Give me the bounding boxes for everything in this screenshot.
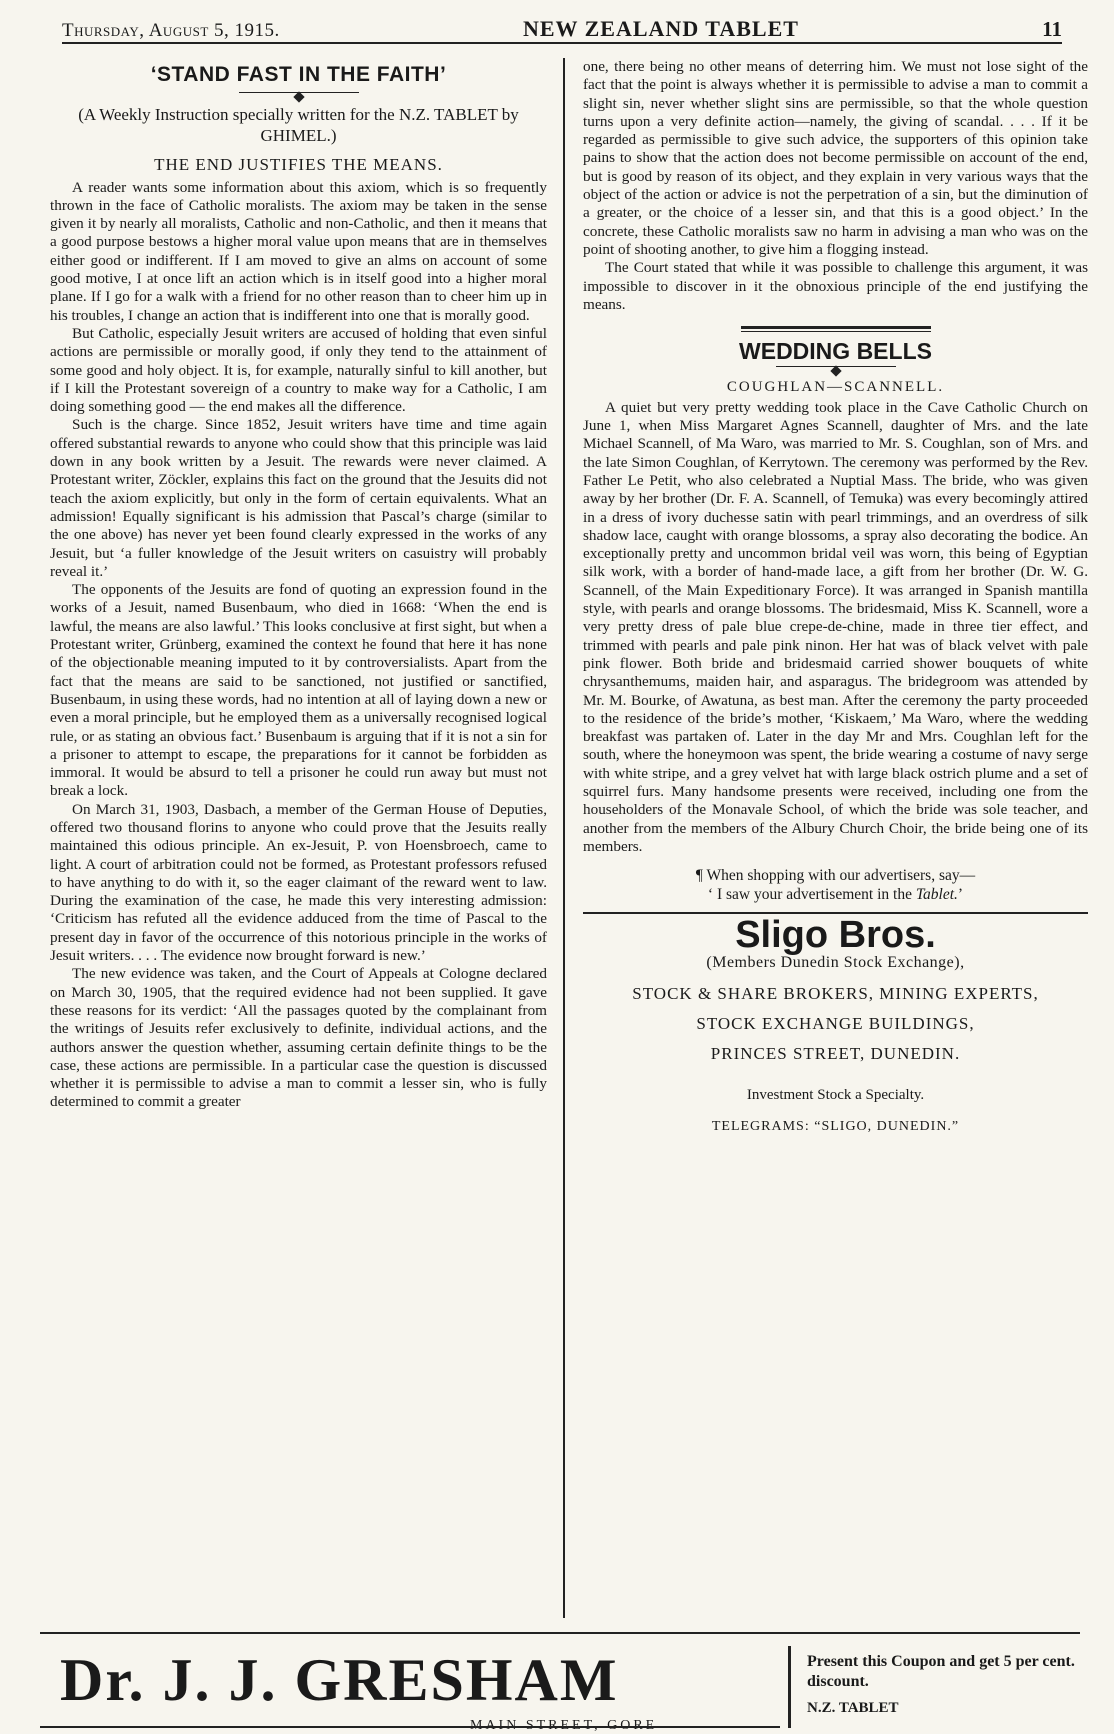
diamond-divider [50,88,547,98]
article-paragraph: The opponents of the Jesuits are fond of quoting an expression found in the works of a Jesuit, named Busenbaum, who died in 1668: ‘When the end is lawful, the means are also lawful.’ This looks conclusive at first sight, but when a Protestant writer, Grünberg, examined the context he found that here it has none of the objectionable meaning imputed to it by controversialists. Apart from the fact that the means are said to be sanctioned, not justified or sanctified, Busenbaum, in using these words, had no intention at all of laying down a new or even a moral principle, but he employed them as a universally recognised logical rule, or as stating an obvious fact.’ Busenbaum is arguing that if it is not a sin for a prisoner to attempt to escape, the preparations for it cannot be forbidden as immoral. It would be absurd to tell a prisoner he could run away but must not break a lock. [50,581,547,800]
article-continuation: one, there being no other means of deterring him. We must not lose sight of the fact that the point is always whether it is permissible to advise a man to commit a slight sin, never whether slight sins are permissible, so that the whole question turns upon a very definite action—namely, the giving of scandal. . . . If it be regarded as permissible to give such advice, the supporters of this opinion take pains to show that the action does not become permissible on account of the end, but is good by reason of its object, and they explain in very various ways that the object of the action or advice is not the perpetration of a sin, but the diminution of a greater, or the choice of a lesser sin, and that this is a good object.’ In the concrete, these Catholic moralists saw no harm in advising a man who was on the point of shooting another, to give him a flogging instead. [583,58,1088,258]
article-paragraph: Such is the charge. Since 1852, Jesuit writers have time and time again offered substantial rewards to anyone who could show that this principle was laid down in any book written by a Jesuit. The rewards were never claimed. A Protestant writer, Zöckler, explains this fact on the ground that the Jesuits did not teach the axiom explicitly, but only in the form of certain equivalents. What an admission! Equally significant is his admission that Pascal’s charge (similar to the one above) has never yet been found clearly expressed in the works of any Jesuit, but ‘a fuller knowledge of the Jesuit writers on casuistry will probably reveal it.’ [50,416,547,580]
sligo-advertisement [583,912,1088,1136]
section-heading: THE END JUSTIFIES THE MEANS. [154,155,443,175]
article-continuation: The Court stated that while it was possible to challenge this argument, it was impossible to discover in it the obnoxious principle of the end justifying the means. [583,259,1088,313]
left-column [50,58,547,1608]
page-header [62,14,1062,44]
wedding-subheading: COUGHLAN—SCANNELL. [726,379,945,396]
section-rule [741,331,931,332]
sligo-firm-name: Sligo Bros. [735,914,936,957]
sligo-specialty: Investment Stock a Specialty. [746,1086,925,1103]
coupon-text: Present this Coupon and get 5 per cent. discount. [807,1653,1075,1690]
sligo-line2: STOCK EXCHANGE BUILDINGS, [696,1014,975,1034]
column-divider [563,58,565,1618]
diamond-divider [583,362,1088,372]
article-paragraph: But Catholic, especially Jesuit writers are accused of holding that even sinful actions are permissible or morally good, if only they tend to the attainment of some good and holy object. It is, for example, naturally sinful to kill another, but if I kill the Protestant sovereign of a country to make way for a Catholic, I am doing something good — the end makes all the difference. [50,324,547,416]
shopping-note-line1: ¶ When shopping with our advertisers, say— [695,867,976,885]
bottom-rule [40,1726,780,1728]
coupon-footer: N.Z. TABLET [807,1700,899,1716]
issue-date: Thursday, August 5, 1915. [62,20,280,41]
article-paragraph: A reader wants some information about this axiom, which is so frequently thrown in the face of Catholic moralists. The axiom may be taken in the sense given it by nearly all moralists, Catholic and non-Catholic, and then it means that a good purpose bestows a higher moral value upon means that are in themselves either good or indifferent. If I am moved to give an alms on account of some good motive, I at once lift an action which is in itself good into a higher moral plane. If I go for a walk with a friend for no other reason than to cheer him up in his troubles, I change an action that is indifferent into one that is morally good. [50,178,547,324]
gresham-name: Dr. J. J. GRESHAM [60,1647,619,1713]
gresham-street: MAIN STREET, GORE [470,1718,658,1733]
gresham-advertisement [40,1632,1080,1731]
masthead: NEW ZEALAND TABLET [522,16,799,41]
article-paragraph: On March 31, 1903, Dasbach, a member of the German House of Deputies, offered two thousand florins to anyone who could prove that the Jesuits really maintained this odious principle. An ex-Jesuit, P. von Hoensbroech, came to light. A court of arbitration could not be formed, as Protestant professors refused to have anything to do with it, so the eager claimant of the reward went to law. During the examination of the case, he made this very interesting admission: ‘Criticism has refuted all the evidence adduced from the time of Pascal to the present day in favor of the occurrence of this notorious principle in the works of Jesuit writers. . . . The evidence now brought forward is new.’ [50,800,547,965]
sligo-members: (Members Dunedin Stock Exchange), [706,954,965,972]
page-number: 11 [1042,17,1062,41]
discount-coupon [788,1646,1097,1728]
wedding-body: A quiet but very pretty wedding took place in the Cave Catholic Church on June 1, when Miss Margaret Agnes Scannell, daughter of Mrs. and the late Michael Scannell, of Ma Waro, was married to Mr. S. Coughlan, son of Mrs. and the late Simon Coughlan, of Kerrytown. The ceremony was performed by the Rev. Father Le Petit, who also celebrated a Nuptial Mass. The bride, who was given away by her brother (Dr. F. A. Scannell, of Temuka) was every becomingly attired in a dress of ivory duchesse satin with pearl trimmings, and an overdress of silk shadow lace, caught with orange blossoms, a spray also decorating the bodice. An exceptionally pretty and uncommon bridal veil was worn, this being of Egyptian silk work, with a border of hand-made lace, a gift from her brother (Dr. W. G. Scannell, of the Main Expeditionary Force). It was arranged in Spanish mantilla style, with pearls and orange blossoms. The bridesmaid, Miss K. Scannell, wore a very pretty dress of pale blue crepe-de-chine, made in three tier effect, and trimmed with pearls and pale pink ninon. Her hat was of black velvet with pale pink flower. Both bride and bridesmaid carried shower bouquets of white chrysanthemums, maiden hair, and asparagus. The bridegroom was attended by Mr. M. Bourke, of Awatuna, as best man. After the ceremony the party proceeded to the residence of the bride’s mother, ‘Kiskaem,’ Ma Waro, where the wedding breakfast was partaken of. Later in the day Mr and Mrs. Coughlan left for the south, where the honeymoon was spent, the bride wearing a costume of navy serge with white stripe, and a grey velvet hat with large black ostrich plume and a set of squirrel furs. Many handsome presents were received, including one from the householders of the Monavale School, of which the bride was sole teacher, and another from the members of the Albury Church Choir, the bride being one of its members. [583,398,1088,855]
sligo-line1: STOCK & SHARE BROKERS, MINING EXPERTS, [632,983,1039,1003]
sligo-line3: PRINCES STREET, DUNEDIN. [710,1044,961,1064]
article-title: ‘STAND FAST IN THE FAITH’ [150,63,447,86]
article-paragraph: The new evidence was taken, and the Court of Appeals at Cologne declared on March 30, 1905, that the required evidence had not been supplied. It gave these reasons for its verdict: ‘All the passages quoted by the complainant from the writings of Jesuits refer exclusively to definite, individual actions, and the authors answer the question whether, assuming certain definite things to be the case, these actions are permissible. In a particular case the question is discussed whether it is permissible to advise a man to commit a lesser sin, who is fully determined to commit a greater [50,965,547,1111]
shopping-note [583,866,1088,904]
wedding-title: WEDDING BELLS [739,338,932,365]
section-rule [741,326,931,329]
shopping-note-line2: ‘ I saw your advertisement in the Tablet.’ [707,886,964,904]
sligo-telegrams: TELEGRAMS: “SLIGO, DUNEDIN.” [711,1118,960,1134]
article-subtitle: (A Weekly Instruction specially written for the N.Z. TABLET by GHIMEL.) [78,105,519,146]
right-column [583,58,1088,1618]
